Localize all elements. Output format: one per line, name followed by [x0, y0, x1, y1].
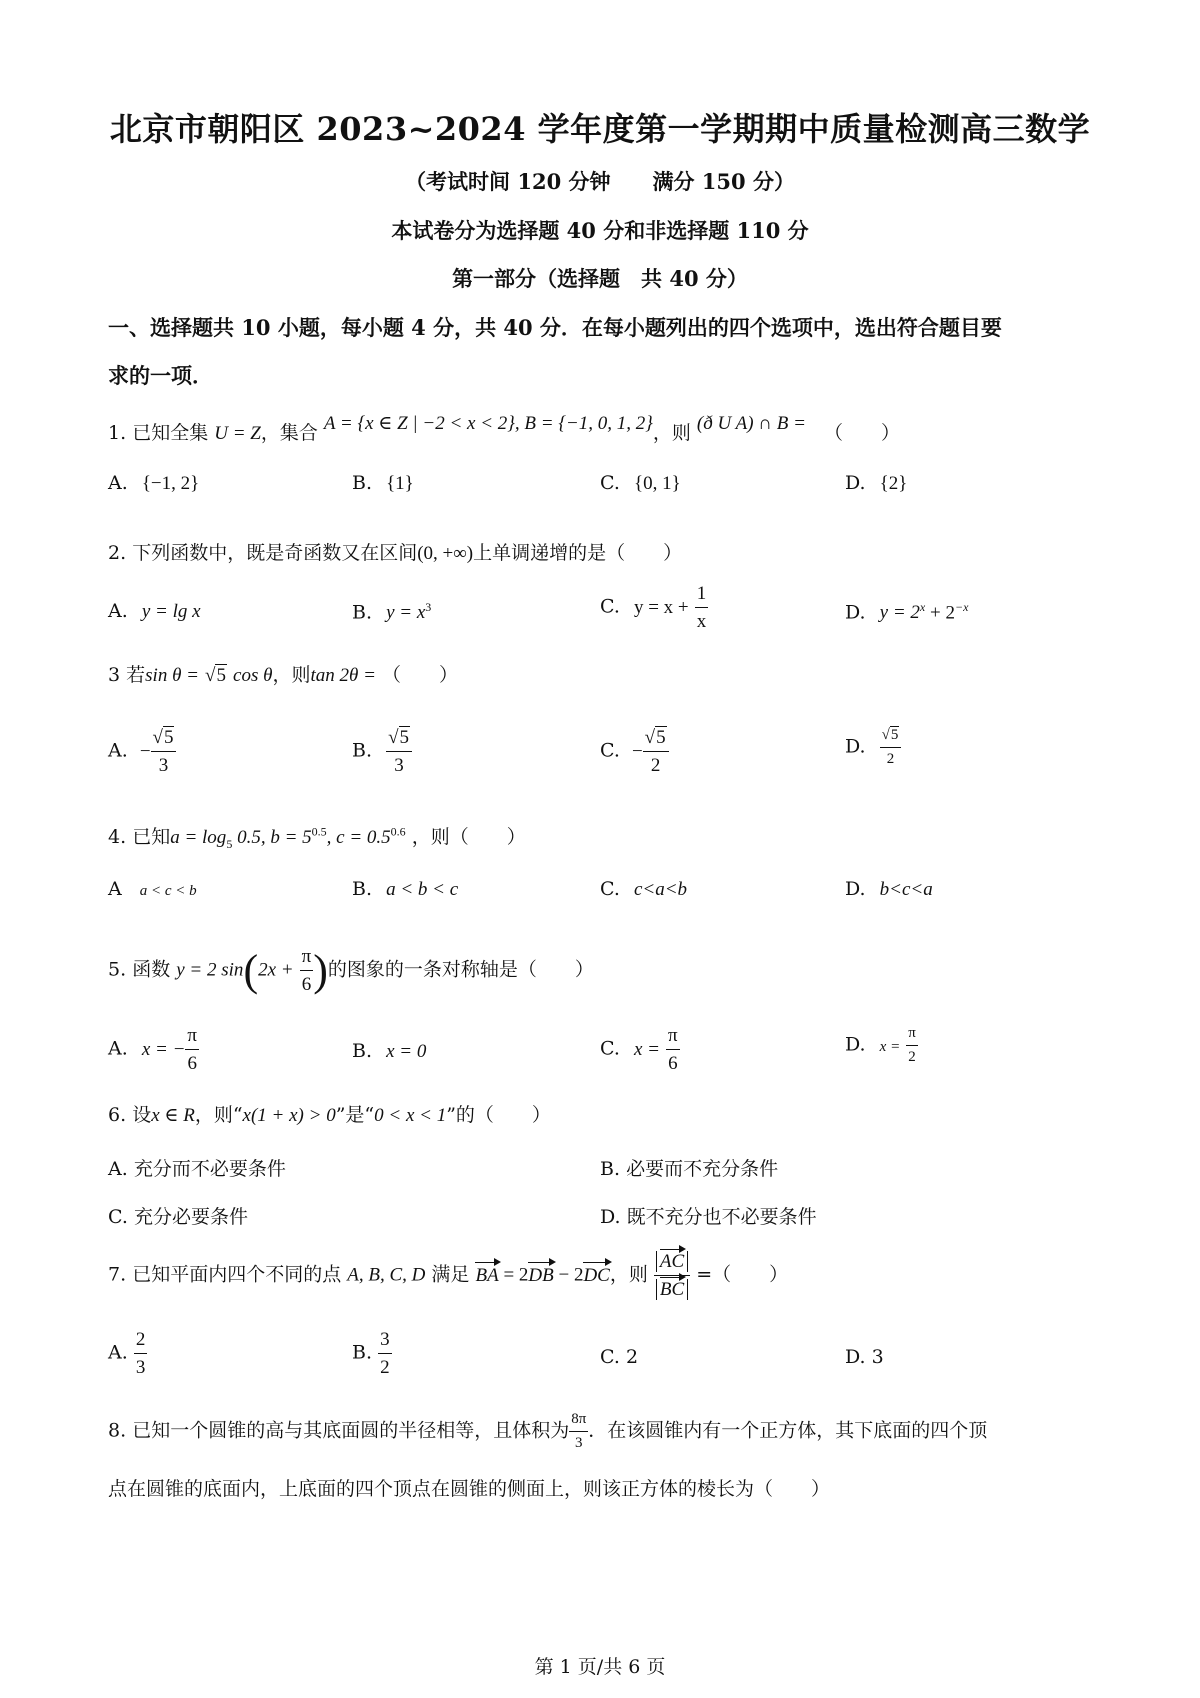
- q1-prefix: 已知全集: [132, 422, 209, 444]
- q1-option-b: B. {1}: [352, 472, 414, 494]
- q4-prefix: 已知: [132, 826, 171, 848]
- question-7: 7. 已知平面内四个不同的点 A, B, C, D 满足 BA = 2DB − 2DC，则 $\frac{AC}{BC}$ =（ ）: [108, 1251, 789, 1300]
- q6-cond1: x(1 + x) > 0: [242, 1105, 336, 1126]
- q6-option-b: B. 必要而不充分条件: [600, 1158, 779, 1180]
- q4-a: a = log: [170, 827, 227, 848]
- q3-then: ，则: [272, 664, 311, 686]
- q6-number: 6.: [108, 1104, 127, 1126]
- q3-prefix: 若: [126, 664, 146, 686]
- question-6: 6. 设x ∈ R，则“x(1 + x) > 0”是“0 < x < 1”的（ ）: [108, 1104, 551, 1126]
- part-title: 第一部分（选择题 共 40 分）: [452, 266, 748, 291]
- q2-stem-end: 上单调递增的是（ ）: [473, 542, 683, 564]
- q5-number: 5.: [108, 958, 127, 981]
- q7-points: A, B, C, D: [347, 1264, 426, 1286]
- q5-suffix: 的图象的一条对称轴是（ ）: [327, 958, 594, 981]
- q7-option-c: C. 2: [600, 1346, 639, 1368]
- q4-number: 4.: [108, 826, 127, 848]
- q4-option-b: B. a < b < c: [352, 878, 459, 900]
- q1-option-d: D. {2}: [845, 472, 908, 494]
- q3-lhs: sin θ =: [145, 665, 199, 686]
- q7-prefix: 已知平面内四个不同的点: [132, 1263, 342, 1286]
- q3-option-c: C. − $\frac{√5}{2}$: [600, 728, 669, 775]
- q1-option-a: A. {−1, 2}: [108, 472, 200, 494]
- q1-option-c: C. {0, 1}: [600, 472, 681, 494]
- q6-option-d: D. 既不充分也不必要条件: [600, 1206, 817, 1228]
- q3-expr: tan 2θ =: [310, 665, 376, 686]
- q7-vec-db: DB: [528, 1264, 554, 1286]
- q2-stem: 下列函数中，既是奇函数又在区间: [132, 542, 418, 564]
- q3-option-b: B. $\frac{√5}{3}$: [352, 728, 412, 775]
- q6-cond2: 0 < x < 1: [374, 1105, 447, 1126]
- q7-ratio: $\frac{AC}{BC}$: [654, 1252, 690, 1299]
- q2-option-d: D. $y = 2^x + 2^{-x}$: [845, 600, 969, 624]
- question-4: 4. 已知$a = \log_5 0.5$, $b = 5^{0.5}$, $c = 0.5^{0.6}$ ，则（ ）: [108, 824, 526, 851]
- q5-option-d: D. x = $\frac{\pi}{2}$: [845, 1025, 916, 1065]
- q7-option-b: B. $\frac{3}{2}$: [352, 1329, 390, 1378]
- q4-option-c: C. c<a<b: [600, 878, 688, 900]
- q7-option-d: D. 3: [845, 1346, 884, 1368]
- question-1: [108, 413, 901, 445]
- q2-option-a: A. y = lg x: [108, 600, 201, 622]
- q3-option-d: D. $\frac{√5}{2}$: [845, 728, 901, 767]
- question-5: 5. 函数 y = 2 sin(2x + $\frac{\pi}{6}$ )的图象的一条对称轴是（ ）: [108, 946, 594, 995]
- section-instructions-line2: 求的一项．: [108, 363, 213, 388]
- question-2: [108, 538, 682, 565]
- q3-blank: （ ）: [381, 664, 458, 686]
- q2-interval: (0, +∞): [417, 543, 474, 564]
- question-3: [108, 660, 458, 687]
- q3-number: 3: [108, 664, 121, 686]
- q6-var: x ∈ R: [151, 1105, 195, 1126]
- page-footer: 第 1 页/共 6 页: [534, 1656, 666, 1678]
- q3-sqrt: √5: [205, 665, 226, 686]
- exam-info: （考试时间 120 分钟 满分 150 分）: [405, 169, 795, 194]
- q2-number: 2.: [108, 542, 127, 564]
- q1-set-u: U = Z: [214, 423, 261, 444]
- q1-mid: ，集合: [260, 422, 318, 444]
- q7-vec-ba: BA: [475, 1264, 499, 1286]
- q6-prefix: 设: [132, 1104, 152, 1126]
- q5-option-a: A. x = − $\frac{\pi}{6}$: [108, 1025, 197, 1074]
- q5-func: y = 2 sin: [176, 959, 244, 981]
- question-8-line1: 8. 已知一个圆锥的高与其底面圆的半径相等，且体积为 $\frac{8\pi}{3}$ ．在该圆锥内有一个正方体，其下底面的四个顶: [108, 1411, 988, 1451]
- q8-volume: $\frac{8\pi}{3}$: [571, 1411, 587, 1451]
- q6-option-c: C. 充分必要条件: [108, 1206, 248, 1228]
- section-instructions-line1: 一、选择题共 10 小题，每小题 4 分，共 40 分．在每小题列出的四个选项中，选出符合题目要: [108, 315, 1002, 340]
- question-8-line2: 点在圆锥的底面内，上底面的四个顶点在圆锥的侧面上，则该正方体的棱长为（ ）: [108, 1478, 831, 1500]
- q1-then: ，则: [652, 422, 691, 444]
- page-title: 北京市朝阳区 2023~2024 学年度第一学期期中质量检测高三数学: [109, 110, 1091, 148]
- q7-blank: =（ ）: [696, 1263, 789, 1286]
- q4-option-a: A a < c < b: [108, 878, 197, 900]
- q7-vec-dc: DC: [583, 1264, 610, 1286]
- q3-option-a: A. − $\frac{√5}{3}$: [108, 728, 176, 775]
- q2-option-c: C. y = x + $\frac{1}{x}$: [600, 583, 707, 632]
- q5-option-b: B. x = 0: [352, 1040, 427, 1062]
- q1-expr: (ð U A) ∩ B =: [696, 413, 806, 434]
- q2-option-b: B. $y = x^3$: [352, 600, 432, 624]
- q1-blank: （ ）: [824, 422, 901, 444]
- q5-prefix: 函数: [132, 958, 171, 981]
- q7-number: 7.: [108, 1263, 127, 1286]
- q8-number: 8.: [108, 1419, 127, 1442]
- score-split: 本试卷分为选择题 40 分和非选择题 110 分: [391, 218, 809, 243]
- q1-number: 1.: [108, 422, 127, 444]
- q6-option-a: A. 充分而不必要条件: [108, 1158, 286, 1180]
- q3-rhs: cos θ: [233, 665, 273, 686]
- q7-option-a: A. $\frac{2}{3}$: [108, 1329, 146, 1378]
- q4-then: ，则（ ）: [411, 826, 526, 848]
- q1-set-a: A = {x ∈ Z | −2 < x < 2}, B = {−1, 0, 1, 2}: [323, 413, 653, 434]
- q4-option-d: D. b<c<a: [845, 878, 933, 900]
- q5-option-c: C. x = $\frac{\pi}{6}$: [600, 1025, 678, 1074]
